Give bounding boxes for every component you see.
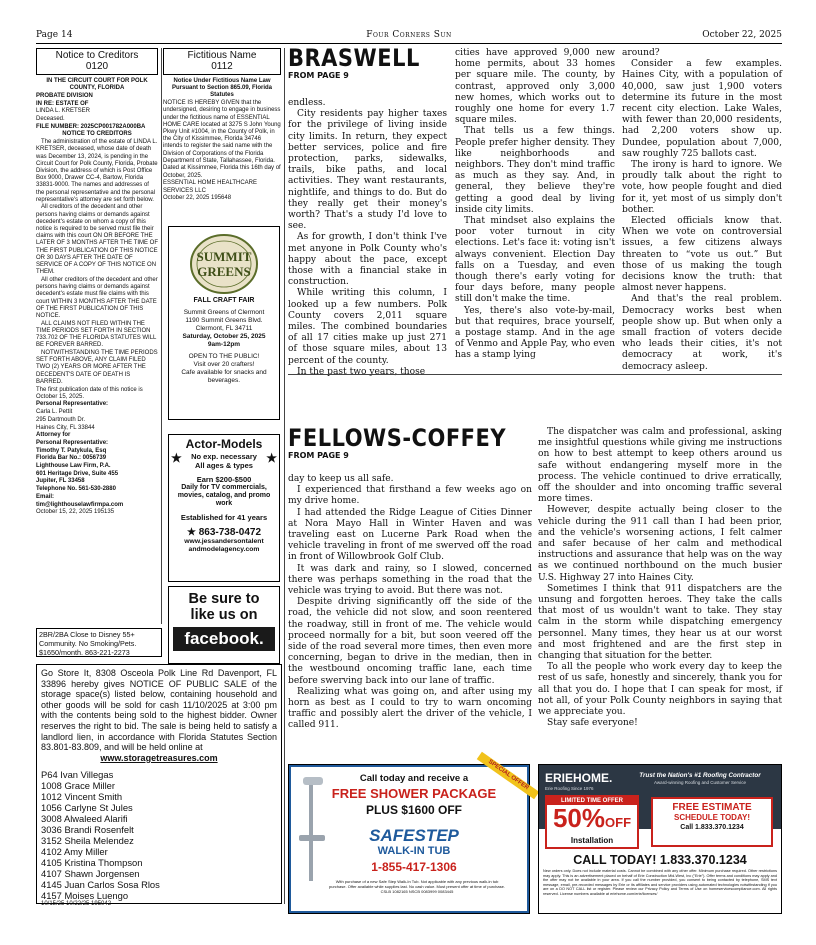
safe-step-ad: SPECIAL OFFER Call today and receive a FREE SHOWER PACKAGE PLUS $1600 OFF SAFESTEP WALK-IN TUB 1-855-417-1306 With purchase of a new Safe Step Walk-In Tub. Not applicable with any previous walk-in tub purchase. Offer available while supplies last. No cash value. Must present offer at time of purchase. CSLB 1082165 NSCB 0083999 0083445 [288, 764, 530, 914]
newspaper-name: Four Corners Sun [366, 30, 452, 40]
list-item: 1012 Vincent Smith [41, 791, 123, 803]
star-icon: ★ [171, 451, 182, 465]
shower-phone[interactable]: 1-855-417-1306 [371, 860, 457, 874]
list-item: 3036 Brandi Rosenfelt [41, 824, 134, 836]
star-icon: ★ [266, 451, 277, 465]
safe-step-logo: SAFESTEP [369, 826, 459, 845]
notice-to-creditors-header: Notice to Creditors 0120 [36, 48, 158, 75]
list-item: P64 Ivan Villegas [41, 769, 114, 781]
facebook-logo[interactable]: facebook. [173, 627, 275, 651]
logo-top-text: SUMMIT [196, 249, 252, 264]
braswell-col-2: cities have approved 9,000 new home permits, about 33 homes per square mile. The county, by contrast, approved only 3,000 new homes, which works out to roughly one home for every 1.7 square miles. That tells us a few things. People prefer higher density. They like neighborhoods and neighbors. They don't mind traffic as much as they say. And, in general, they believe they're getting a good deal by living inside city limits. That mindset also explains the poor voter turnout in city elections. Let's face it: voting isn't always convenient. Election Day falls on a Tuesday, and even though there's early voting for four days before, many people still don't make the time. Yes, there's also vote-by-mail, but that requires, brace yourself, a postage stamp. And in the age of Venmo and Apple Pay, who even has a stamp lying [455, 48, 615, 361]
list-item: 3152 Sheila Melendez [41, 835, 134, 847]
fellows-col-1: day to keep us all safe. I experienced that firsthand a few weeks ago on my drive home. I had attended the Ridge League of Cities Dinner at Nora Mayo Hall in Winter Haven and was traveling east on Lucerne Park Road when the vehicle traveling in front of me swerved off the road in front of Willowbrook Golf Club. It was dark and rainy, so I slowed, concerned there was perhaps something in the road that the vehicle was trying to avoid. But there was not. Despite driving significantly off the side of the road, the vehicle did not slow, and soon reentered the roadway, still in front of me. The vehicle would proceed normally for a bit, but soon veered off the side of the road several more times, then even more concerning, began to drive in the median, then in the westbound oncoming traffic lane, each time before swerving back into our lane of traffic. Realizing what was going on, and after using my horn as best as I could to try to warn oncoming traffic and possibly alert the driver of the vehicle, I called 911. [288, 474, 532, 731]
issue-date: October 22, 2025 [702, 30, 782, 40]
shower-head-icon [295, 775, 329, 885]
fellows-col-2: The dispatcher was calm and professional, asking me insightful questions while giving me instructions on how to best attempt to keep others around us safe without endangering myself more in the process. The vehicle continued to drive erratically, off the shoulder and into oncoming traffic several more times. However, despite actually being closer to the vehicle during the 911 call than I had been prior, and the vehicle's worsening actions, I felt calmer and safer because of her calm and methodical instructions and assurance that help was on the way as we continued northbound on the much busier U.S. Highway 27 into Haines City. Sometimes I think that 911 dispatchers are the unsung and forgotten heroes. They take the calls that most of us wouldn't want to take. They stay calm in the storm while dispatching emergency personnel. Many times, they hear us at our worst and most frightened and are the first step in changing that situation for the better. To all the people who work every day to keep the rest of us safe, honestly and sincerely, thank you for all that you do. I hope that I can speak for most, if not all, of your Polk County neighbors in saying that we appreciate you. Stay safe everyone! [538, 427, 782, 729]
classified-rental: 2BR/2BA Close to Disney 55+ Community. No Smoking/Pets. $1650/month. 863-221-2273 [36, 628, 162, 657]
fellows-headline-block [288, 424, 528, 460]
storage-sale-notice: Go Store It, 8308 Osceola Polk Line Rd Davenport, FL 33896 hereby gives NOTICE OF PUBLIC SALE of the storage space(s) listed below, containing household and other goods will be sold for cash 11/10/2025 at 3:00 pm with the contents being sold to the highest bidder. Owner reserves the right to bid. The sale is being held to satisfy a landlord lien, in accordance with Florida Statutes Section 83.801-83.809, and will be held online at www.storagetreasures.com P64 Ivan Villegas 1008 Grace Miller 1012 Vincent Smith 1056 Carlyne St Jules 3008 Alwaleed Alarifi 3036 Brandi Rosenfelt 3152 Sheila Melendez 4102 Amy Miller 4105 Kristina Thompson 4107 Shawn Jorgensen 4145 Juan Carlos Sosa Rlos 4157 Moises Luengo 10/15/25 10/22/25 195042 [36, 664, 282, 904]
column-rule [161, 48, 162, 624]
craft-fair-title: FALL CRAFT FAIR [193, 297, 255, 304]
list-item: 4102 Amy Miller [41, 846, 108, 858]
craft-fair-ad: SUMMIT GREENS FALL CRAFT FAIR Summit Greens of Clermont 1190 Summit Greens Blvd. Clermont, FL 34711 Saturday, October 25, 2025 9am-12pm OPEN TO THE PUBLIC! Visit over 20 crafters! Cafe available for snacks and beverages. [168, 226, 280, 420]
list-item: 3008 Alwaleed Alarifi [41, 813, 128, 825]
actor-phone: 863-738-0472 [198, 527, 262, 538]
article-divider [288, 374, 782, 375]
facebook-ad: Be sure to like us on facebook. [168, 586, 280, 664]
free-estimate-badge: FREE ESTIMATE SCHEDULE TODAY! Call 1.833.370.1234 [651, 797, 773, 847]
list-item: 4145 Juan Carlos Sosa Rlos [41, 879, 160, 891]
list-item: 4107 Shawn Jorgensen [41, 868, 140, 880]
braswell-jump: FROM PAGE 9 [288, 71, 349, 80]
logo-bottom-text: GREENS [197, 264, 251, 279]
actor-models-ad: Actor-Models ★ No exp. necessary All ages & types ★ Earn $200-$500 Daily for TV commercials, movies, catalog, and promo work Established for 41 years ★ 863-738-0472 www.jessandersontalent andmodelagency.com [168, 434, 280, 582]
fictitious-name-notice: Fictitious Name 0112 Notice Under Fictitious Name Law Pursuant to Section 865.09, Florida Statutes NOTICE IS HEREBY GIVEN that the undersigned, desiring to engage in business under the fictitious name of ESSENTIAL HOME CARE located at 3275 S John Young Pkwy Unit #1004, in the County of Polk, in the City of Kissimmee, Florida 34746 intends to register the said name with the Division of Corporations of the Florida Department of State, Tallahassee, Florida. Dated at Kissimmee, Florida this 16th day of October, 2025. ESSENTIAL HOME HEALTHCARE SERVICES LLC October 22, 2025 195648 [163, 50, 281, 202]
summit-greens-logo [189, 233, 259, 295]
storage-url[interactable]: www.storagetreasures.com [100, 752, 218, 763]
star-icon: ★ [186, 527, 196, 538]
fellows-headline: FELLOWS-COFFEY [288, 424, 507, 452]
fellows-jump: FROM PAGE 9 [288, 451, 349, 460]
list-item: 4105 Kristina Thompson [41, 857, 143, 869]
list-item: 1056 Carlyne St Jules [41, 802, 133, 814]
column-rule [284, 48, 285, 904]
erie-logo: ERIEHOME. [545, 771, 613, 785]
braswell-headline: BRASWELL [288, 44, 420, 72]
erie-phone[interactable]: CALL TODAY! 1.833.370.1234 [573, 853, 747, 867]
braswell-col-3: around? Consider a few examples. Haines City, with a population of 40,000, saw just 1,900 voters determine its future in the most recent city election. Lake Wales, with fewer than 20,000 residents, had 2,200 voters show up. Dundee, population about 7,000, saw roughly 725 ballots cast. The irony is hard to ignore. We proudly talk about the right to vote, how people fought and died for it, yet most of us simply don't bother. Elected officials know that. When we vote on controversial issues, a few citizens always threaten to “vote us out.” But those of us making the tough decisions know the truth: that almost never happens. And that's the real problem. Democracy works best when people show up. But when only a small fraction of voters decide who leads their cities, it's not democracy at work, it's democracy asleep. [622, 48, 782, 372]
masthead [36, 28, 782, 44]
list-item: 4157 Moises Luengo [41, 890, 129, 902]
braswell-headline-block [288, 44, 448, 80]
storage-unit-list [41, 769, 277, 901]
page-number: Page 14 [36, 30, 73, 40]
list-item: 1008 Grace Miller [41, 780, 115, 792]
fictitious-name-header: Fictitious Name 0112 [163, 48, 281, 75]
braswell-col-1: endless. City residents pay higher taxes for the privilege of living inside city limits. In return, they expect better services, police and fire protection, parks, sidewalks, trails, bike paths, and local activities. They want restaurants, nightlife, and things to do. But do they really get their money's worth? That's a study I'd love to see. As for growth, I don't think I've met anyone in Polk County who's happy about the pace, except those with a financial stake in construction. While writing this column, I looked up a few numbers. Polk County covers 2,011 square miles. The combined boundaries of all 17 cities make up just 271 of those square miles, about 13 percent of the county. In the past two years, those [288, 98, 447, 377]
discount-badge: LIMITED TIME OFFER 50%OFF Installation [545, 795, 639, 849]
shower-offer: FREE SHOWER PACKAGE [331, 786, 497, 801]
actor-models-title: Actor-Models [185, 437, 263, 451]
notice-to-creditors: Notice to Creditors 0120 IN THE CIRCUIT COURT FOR POLK COUNTY, FLORIDA PROBATE DIVISION IN RE: ESTATE OF LINDA L. KRETSER Deceased. FILE NUMBER: 2025CP001782A000BA NOTICE TO CREDITORS The administration of the estate of LINDA L. KRETSER, deceased, whose date of death was December 13, 2024, is pending in the Circuit Court for Polk County, Florida, Probate Division, the address of which is Post Office Box 9000, Drawer CC-4, Bartow, Florida 33831-9000. The names and addresses of the personal representative and the personal representative's attorney are set forth below. All creditors of the decedent and other persons having claims or demands against decedent's estate on whom a copy of this notice is required to be served must file their claims with this court ON OR BEFORE THE LATER OF 3 MONTHS AFTER THE TIME OF THE FIRST PUBLICATION OF THIS NOTICE OR 30 DAYS AFTER THE DATE OF SERVICE OF A COPY OF THIS NOTICE ON THEM. All other creditors of the decedent and other persons having claims or demands against decedent's estate must file claims with this court WITHIN 3 MONTHS AFTER THE DATE OF THE FIRST PUBLICATION OF THIS NOTICE. ALL CLAIMS NOT FILED WITHIN THE TIME PERIODS SET FORTH IN SECTION 733.702 OF THE FLORIDA STATUTES WILL BE FOREVER BARRED. NOTWITHSTANDING THE TIME PERIODS SET FORTH ABOVE, ANY CLAIM FILED TWO (2) YEARS OR MORE AFTER THE DECEDENT'S DATE OF DEATH IS BARRED. The first publication date of this notice is October 15, 2025. Personal Representative: Carla L. Pettit 295 Dartmouth Dr. Haines City, FL 33844 Attorney for Personal Representative: Timothy T. Patykula, Esq Florida Bar No.: 0056739 Lighthouse Law Firm, P.A. 601 Heritage Drive, Suite 455 Jupiter, FL 33458 Telephone No. 561-530-2880 Email: tim@lighthouselawfirmpa.com October 15, 22, 2025 195135 [36, 50, 159, 516]
erie-home-ad: ERIEHOME. Erie Roofing Since 1976 Trust the Nation's #1 Roofing Contractor Award-winning Roofing and Customer Service LIMITED TIME OFFER 50%OFF Installation FREE ESTIMATE SCHEDULE TODAY! Call 1.833.370.1234 CALL TODAY! 1.833.370.1234 New orders only. Does not include material costs. Cannot be combined with any other offer. Minimum purchase required. Other restrictions may apply. This is an advertisement placed on behalf of Erie Construction Mid-West, Inc ("Erie"). Offer terms and conditions may apply and the offer may not be available in your area. If you call the number provided, you consent to being contacted by telephone, SMS text message, email, pre-recorded messages by Erie or its affiliates and service providers using automated technologies notwithstanding if you are on a DO NOT CALL list or register. Please review our Privacy Policy and Terms of Use on homeservicescompliance.com. All rights reserved. License numbers available at eriehome.com/erie/licenses/ [538, 764, 782, 914]
special-offer-ribbon: SPECIAL OFFER [477, 752, 540, 800]
